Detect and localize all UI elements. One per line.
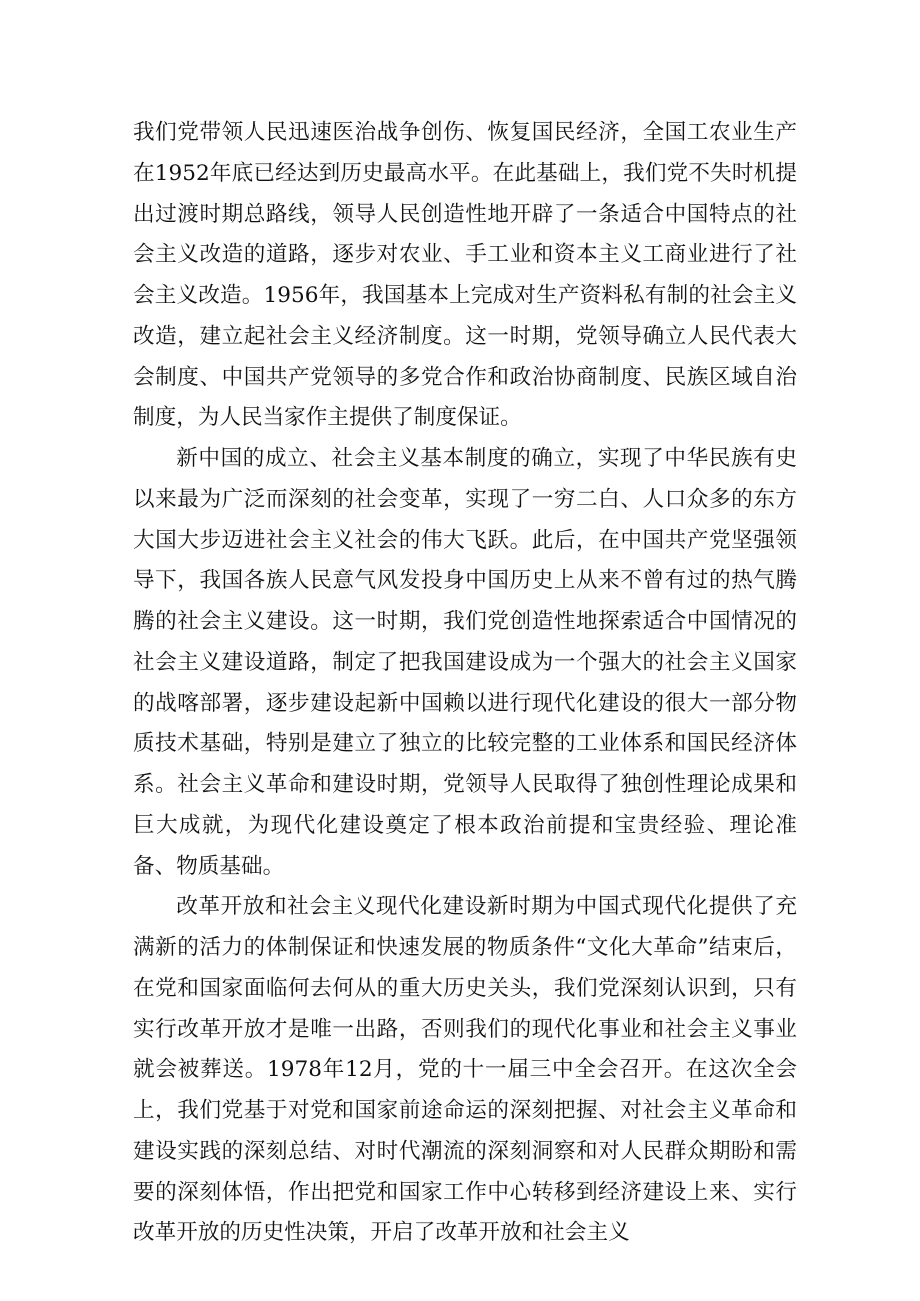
paragraph-2: 新中国的成立、社会主义基本制度的确立，实现了中华民族有史以来最为广泛而深刻的社会变革，实现了一穷二白、人口众多的东方大国大步迈进社会主义社会的伟大飞跃。此后，在中国共产党坚强领导下，我国各族人民意气风发投身中国历史上从来不曾有过的热气腾腾的社会主义建设。这一时期，我们党创造性地探索适合中国情况的社会主义建设道路，制定了把我国建设成为一个强大的社会主义国家的战喀部署，逐步建设起新中国赖以进行现代化建设的很大一部分物质技术基础，特别是建立了独立的比较完整的工业体系和国民经济体系。社会主义革命和建设时期，党领导人民取得了独创性理论成果和巨大成就，为现代化建设奠定了根本政治前提和宝贵经验、理论准备、物质基础。 <box>133 446 797 879</box>
body-text <box>133 113 797 1254</box>
paragraph-1: 我们党带领人民迅速医治战争创伤、恢复国民经济，全国工农业生产在1952年底已经达到历史最高水平。在此基础上，我们党不失时机提出过渡时期总路线，领导人民创造性地开辟了一条适合中国特点的社会主义改造的道路，逐步对农业、手工业和资本主义工商业进行了社会主义改造。1956年，我国基本上完成对生产资料私有制的社会主义改造，建立起社会主义经济制度。这一时期，党领导确立人民代表大会制度、中国共产党领导的多党合作和政治协商制度、民族区域自治制度，为人民当家作主提供了制度保证。 <box>133 120 797 431</box>
paragraph-3: 改革开放和社会主义现代化建设新时期为中国式现代化提供了充满新的活力的体制保证和快速发展的物质条件“文化大革命”结束后，在党和国家面临何去何从的重大历史关头，我们党深刻认识到，只有实行改革开放才是唯一出路，否则我们的现代化事业和社会主义事业就会被葬送。1978年12月，党的十一届三中全会召开。在这次全会上，我们党基于对党和国家前途命运的深刻把握、对社会主义革命和建设实践的深刻总结、对时代潮流的深刻洞察和对人民群众期盼和需要的深刻体悟，作出把党和国家工作中心转移到经济建设上来、实行改革开放的历史性决策，开启了改革开放和社会主义 <box>133 894 797 1246</box>
